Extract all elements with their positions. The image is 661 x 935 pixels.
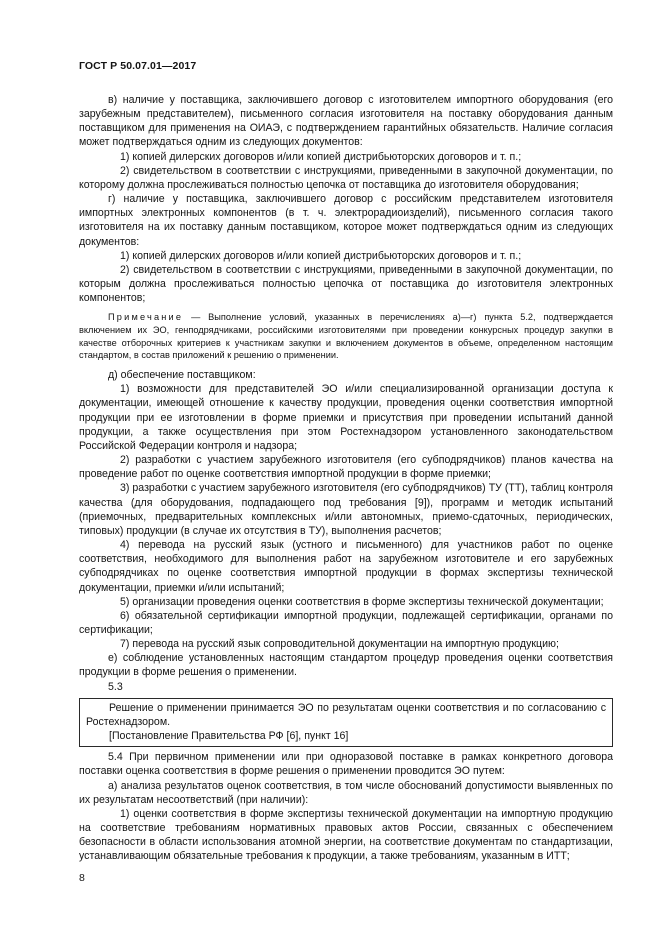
note-text: — Выполнение условий, указанных в перечислениях а)—г) пункта 5.2, подтверждается включением их ЭО, генподрядчиками, российскими изготовителями при проведении конкурсных процедур закупки в качестве отборочных критериев к участникам закупки и включением документов в объеме, определенном настоящим стандартом, в состав приложений к решению о применении. [79,312,613,361]
page-number: 8 [79,872,85,884]
section-5-3-heading: 5.3 [108,680,123,693]
list-subitem-d-5: 5) организации проведения оценки соответствия в форме экспертизы технической документации; [120,595,604,608]
list-subitem-v-1: 1) копией дилерских договоров и/или копией дистрибьюторских договоров и т. п.; [120,150,522,163]
quoted-requirement-text: Решение о применении принимается ЭО по результатам оценки соответствия и по согласованию с Ростехнадзором. [86,701,606,728]
list-item-v: в) наличие у поставщика, заключившего договор с изготовителем импортного оборудования (его зарубежным представителем), письменного согласия изготовителя на поставку оборудования данным поставщиком для применения на ОИАЭ, с подтверждением гарантийных обязательств. Наличие согласия может подтверждаться одним из следующих документов: [79,94,613,149]
list-subitem-g-2: 2) свидетельством в соответствии с инструкциями, приведенными в закупочной документации, по которым должна прослеживаться полностью цепочка от поставщика до изготовителя электронных компонентов; [79,263,613,305]
note-paragraph [79,311,613,362]
quoted-requirement-box [79,698,613,747]
list-subitem-d-3: 3) разработки с участием зарубежного изготовителя (его субподрядчиков) ТУ (ТТ), таблиц контроля качества (для оборудования, подпадающего под требования [9]), программ и методик испытаний (приемочных, предварительных комплексных и/или автономных, приемо-сдаточных, периодических, типовых) продукции (в случае их отсутствия в ТУ), выполнения расчетов; [79,482,613,537]
list-item-d: д) обеспечение поставщиком: [108,369,256,382]
list-subitem-d-1: 1) возможности для представителей ЭО и/или специализированной организации доступа к документации, имеющей отношение к качеству продукции, проведения оценки соответствия импортной продукции при ее изготовлении в форме приемки и присутствия при проведении испытаний данной продукции, а также осуществления при этом Ростехнадзором установленного законодательством Российской Федерации контроля и надзора; [79,383,613,452]
quoted-requirement-reference: [Постановление Правительства РФ [6], пункт 16] [109,730,349,743]
list-subitem-g-1: 1) копией дилерских договоров и/или копией дистрибьюторских договоров и т. п.; [120,249,522,262]
section-5-4-paragraph: 5.4 При первичном применении или при одноразовой поставке в рамках конкретного договора поставки оценка соответствия в форме решения о применении проводится ЭО путем: [79,751,613,778]
list-subitem-d-6: 6) обязательной сертификации импортной продукции, подлежащей сертификации, органами по сертификации; [79,609,613,636]
list-item-a: а) анализа результатов оценок соответствия, в том числе обоснований допустимости выявленных по их результатам несоответствий (при наличии): [79,779,613,806]
note-label: Примечание [108,312,184,323]
list-subitem-v-2: 2) свидетельством в соответствии с инструкциями, приведенными в закупочной документации, по которому должна прослеживаться полностью цепочка от поставщика до изготовителя оборудования; [79,164,613,191]
list-subitem-d-7: 7) перевода на русский язык сопроводительной документации на импортную продукцию; [120,638,559,651]
document-header: ГОСТ Р 50.07.01—2017 [79,60,197,72]
list-subitem-a-1: 1) оценки соответствия в форме экспертизы технической документации на импортную продукцию на соответствие требованиям нормативных правовых актов России, связанных с обеспечением безопасности в области использования атомной энергии, на соответствие документам по стандартизации, устанавливающим обязательные требования к продукции, а также требованиям, указанным в ИТТ; [79,807,613,863]
list-item-e: е) соблюдение установленных настоящим стандартом процедур проведения оценки соответствия продукции в форме решения о применении. [79,652,613,679]
list-subitem-d-2: 2) разработки с участием зарубежного изготовителя (его субподрядчиков) планов качества на проведение работ по оценке соответствия импортной продукции в форме приемки; [79,454,613,481]
list-item-g: г) наличие у поставщика, заключившего договор с российским представителем изготовителя импортных электронных компонентов (в т. ч. электрорадиоизделий), письменного согласия такого изготовителя на их поставку данным поставщиком, которое может подтверждаться одним из следующих документов: [79,193,613,248]
document-body [79,93,613,863]
list-subitem-d-4: 4) перевода на русский язык (устного и письменного) для участников работ по оценке соответствия, необходимого для выполнения работ на зарубежном изготовителе и его зарубежных субподрядчиках по оценке соответствия импортной продукции в формах экспертизы технической документации, приемки и/или испытаний; [79,539,613,594]
